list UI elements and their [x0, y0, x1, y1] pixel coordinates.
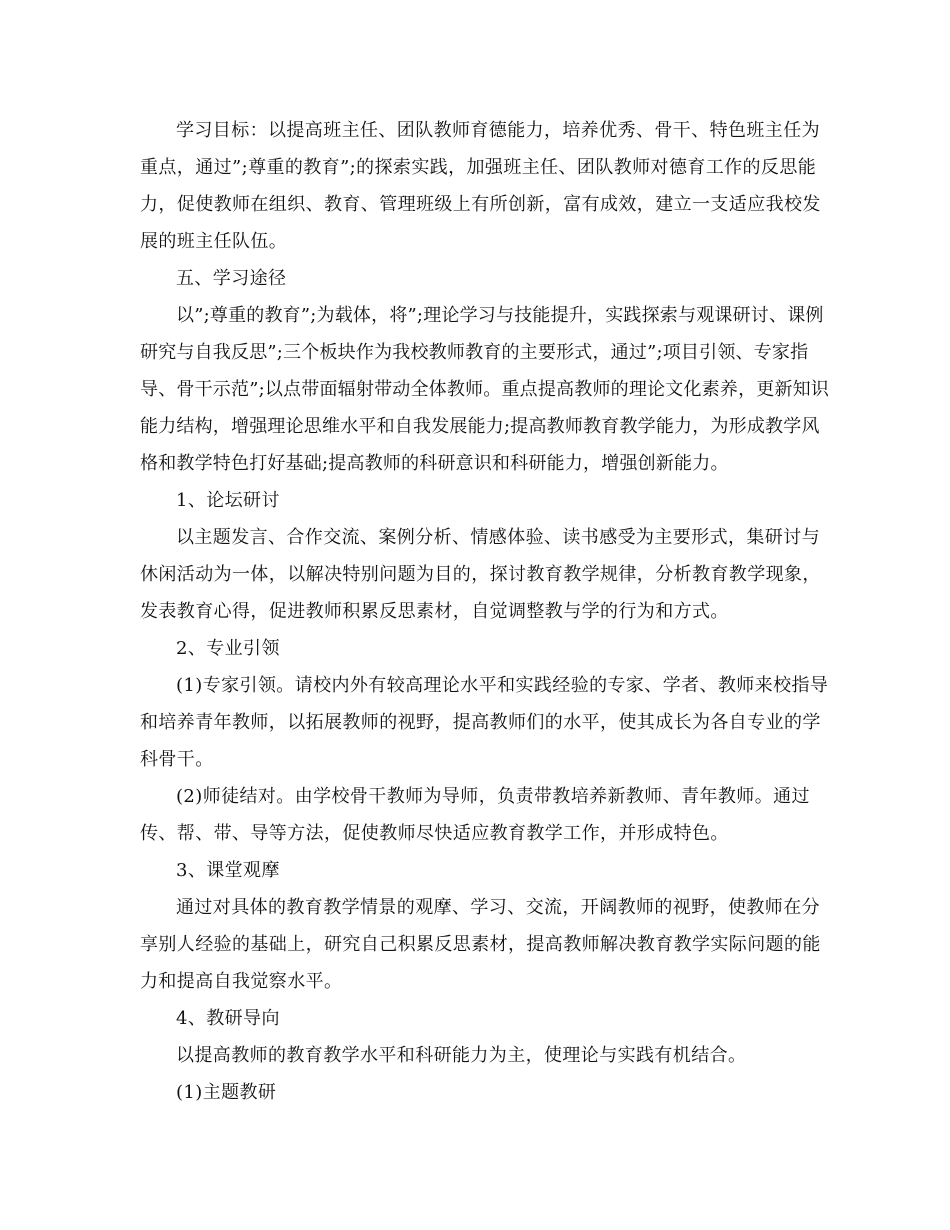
paragraph-learning-goal: 学习目标：以提高班主任、团队教师育德能力，培养优秀、骨干、特色班主任为重点，通过”;尊重的教育”;的探索实践，加强班主任、团队教师对德育工作的反思能力，促使教师在组织、教育、管理班级上有所创新，富有成效，建立一支适应我校发展的班主任队伍。	[140, 120, 821, 252]
section-heading-learning-approach: 五、学习途径	[176, 268, 287, 289]
paragraph-mentor-pairing: (2)师徒结对。由学校骨干教师为导师，负责带教培养新教师、青年教师。通过传、帮、带、导等方法，促使教师尽快适应教育教学工作，并形成特色。	[140, 786, 810, 844]
paragraph-approach-overview: 以”;尊重的教育”;为载体，将”;理论学习与技能提升，实践探索与观课研讨、课例研究与自我反思”;三个板块作为我校教师教育的主要形式，通过”;项目引领、专家指导、骨干示范”;以点带面辐射带动全体教师。重点提高教师的理论文化素养，更新知识能力结构，增强理论思维水平和自我发展能力;提高教师教育教学能力，为形成教学风格和教学特色打好基础;提高教师的科研意识和科研能力，增强创新能力。	[140, 305, 830, 474]
subheading-research-orientation: 4、教研导向	[176, 1008, 280, 1029]
subheading-theme-research: (1)主题教研	[176, 1082, 277, 1103]
paragraph-classroom-observation: 通过对具体的教育教学情景的观摩、学习、交流，开阔教师的视野，使教师在分享别人经验的基础上，研究自己积累反思素材，提高教师解决教育教学实际问题的能力和提高自我觉察水平。	[140, 897, 821, 992]
subheading-forum-discussion: 1、论坛研讨	[176, 490, 280, 511]
document-body	[140, 112, 830, 1111]
paragraph-research-orientation: 以提高教师的教育教学水平和科研能力为主，使理论与实践有机结合。	[176, 1045, 747, 1066]
subheading-classroom-observation: 3、课堂观摩	[176, 860, 280, 881]
paragraph-forum-discussion: 以主题发言、合作交流、案例分析、情感体验、读书感受为主要形式，集研讨与休闲活动为一体，以解决特别问题为目的，探讨教育教学规律，分析教育教学现象，发表教育心得，促进教师积累反思素材，自觉调整教与学的行为和方式。	[140, 527, 821, 622]
subheading-professional-guidance: 2、专业引领	[176, 638, 280, 659]
paragraph-expert-guidance: (1)专家引领。请校内外有较高理论水平和实践经验的专家、学者、教师来校指导和培养青年教师，以拓展教师的视野，提高教师们的水平，使其成长为各自专业的学科骨干。	[140, 675, 829, 770]
